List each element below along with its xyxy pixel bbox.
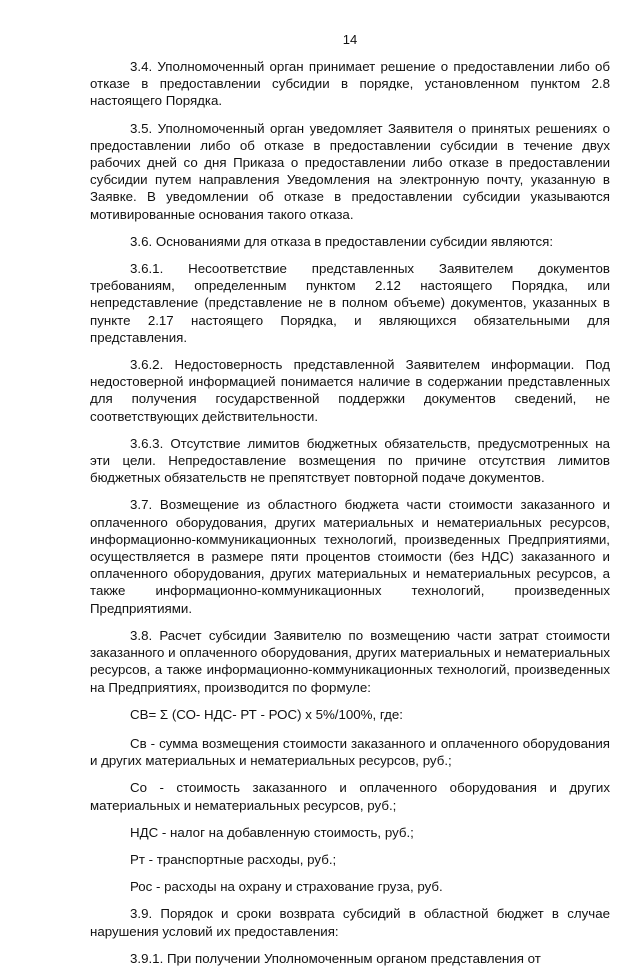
formula-line: СВ= Σ (СО- НДС- РТ - РОС) х 5%/100%, где: — [130, 706, 403, 722]
clause-3-6-1: 3.6.1. Несоответствие представленных Заявителем документов требованиям, определенным пунктом 2.12 настоящего Порядка, или непредставление (представление не в полном объеме) документов, указанных в пункте 2.17 настоящего Порядка, и являющихся обязательными для представления. — [90, 261, 610, 345]
clause-3-4: 3.4. Уполномоченный орган принимает решение о предоставлении либо об отказе в предоставлении субсидии в порядке, установленном пунктом 2.8 настоящего Порядка. — [90, 59, 610, 109]
clause-3-6: 3.6. Основаниями для отказа в предоставлении субсидии являются: — [130, 233, 554, 249]
definition-nds: НДС - налог на добавленную стоимость, руб.; — [130, 824, 414, 840]
clause-3-7: 3.7. Возмещение из областного бюджета части стоимости заказанного и оплаченного оборудования, других материальных и нематериальных ресурсов, информационно-коммуникационных технологий, произведенных Предприятиями, осуществляется в размере пяти процентов стоимости (без НДС) заказанного и оплаченного оборудования, других материальных и нематериальных ресурсов, а также информационно-коммуникационных технологий, произведенных Предприятиями. — [90, 497, 610, 616]
clause-3-9: 3.9. Порядок и сроки возврата субсидий в областной бюджет в случае нарушения условий их предоставления: — [90, 906, 610, 939]
clause-3-6-2: 3.6.2. Недостоверность представленной Заявителем информации. Под недостоверной информацией понимается наличие в содержании представленных для получения государственной поддержки документов сведений, не соответствующих действительности. — [90, 357, 610, 424]
definition-so: Со - стоимость заказанного и оплаченного оборудования и других материальных и нематериальных ресурсов, руб.; — [90, 780, 610, 813]
clause-3-5: 3.5. Уполномоченный орган уведомляет Заявителя о принятых решениях о предоставлении либо об отказе в предоставлении субсидии в течение двух рабочих дней со дня Приказа о предоставлении либо отказе в предоставлении субсидии путем направления Уведомления на электронную почту, указанную в Заявке. В уведомлении об отказе в предоставлении субсидии указываются мотивированные основания такого отказа. — [90, 120, 610, 222]
document-body — [90, 58, 610, 977]
clause-3-6-3: 3.6.3. Отсутствие лимитов бюджетных обязательств, предусмотренных на эти цели. Непредоставление возмещения по причине отсутствия лимитов бюджетных обязательств не препятствует повторной подаче документов. — [90, 435, 610, 486]
clause-3-9-1: 3.9.1. При получении Уполномоченным органом представления от — [130, 950, 541, 966]
definition-sv: Св - сумма возмещения стоимости заказанного и оплаченного оборудования и других материальных и нематериальных ресурсов, руб.; — [90, 735, 610, 769]
page-number: 14 — [342, 32, 358, 47]
definition-rt: Рт - транспортные расходы, руб.; — [130, 851, 337, 867]
clause-3-8: 3.8. Расчет субсидии Заявителю по возмещению части затрат стоимости заказанного и оплаченного оборудования, других материальных и нематериальных ресурсов, а также информационно-коммуникационных технологий, произведенных на Предприятиях, производится по формуле: — [90, 627, 610, 695]
definition-ros: Рос - расходы на охрану и страхование груза, руб. — [130, 879, 443, 895]
